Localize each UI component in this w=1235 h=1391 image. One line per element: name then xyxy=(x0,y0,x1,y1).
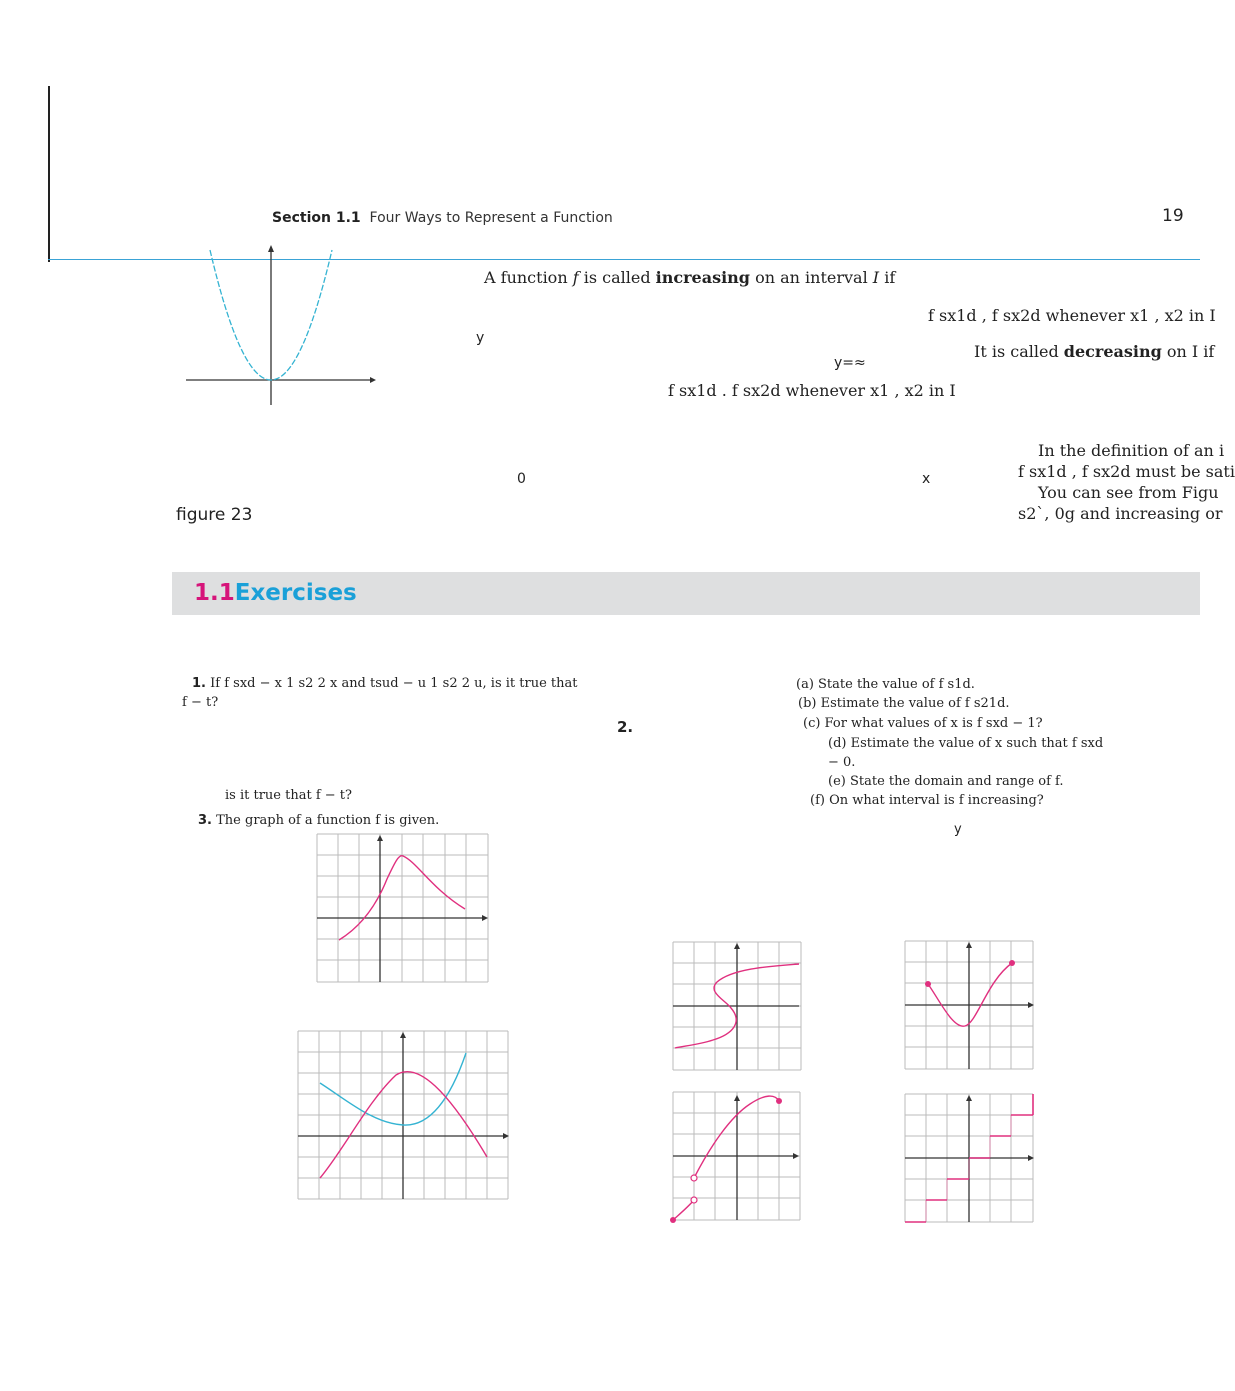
section-label: Section 1.1 xyxy=(272,210,361,226)
graph-y-label: y xyxy=(954,822,962,837)
graph-endpoints-curve xyxy=(905,941,1035,1071)
part-d-line2: − 0. xyxy=(828,755,856,770)
definition-intro xyxy=(484,268,895,287)
x-axis-label: x xyxy=(922,471,931,487)
y-axis-label: y xyxy=(476,330,485,346)
origin-label: 0 xyxy=(517,471,526,487)
exercise-1-line1 xyxy=(192,676,577,691)
equation-label: y=≈ xyxy=(834,355,866,371)
exercise-mid-number: 2. xyxy=(617,718,634,736)
exercise-2-text: is it true that f − t? xyxy=(225,788,352,803)
graph-increasing-curve xyxy=(670,1092,802,1227)
part-b: (b) Estimate the value of f s21d. xyxy=(798,696,1010,711)
part-d-line1: (d) Estimate the value of x such that f sxd xyxy=(828,736,1104,751)
graph-step-function xyxy=(905,1094,1035,1224)
exercises-number: 1.1 xyxy=(194,580,235,606)
exercise-1-line2: f − t? xyxy=(182,695,219,710)
part-e: (e) State the domain and range of f. xyxy=(828,774,1064,789)
intro-I: I xyxy=(872,268,880,287)
left-margin-rule xyxy=(48,86,50,262)
intro-bold: increasing xyxy=(655,268,750,287)
intro-f: f xyxy=(572,268,579,287)
intro-post: on an interval xyxy=(750,268,873,287)
part-c: (c) For what values of x is f sxd − 1? xyxy=(803,716,1043,731)
figure-caption: figure 23 xyxy=(176,505,253,525)
exercise-3-number: 3. xyxy=(198,813,212,828)
decreasing-post: on I if xyxy=(1161,342,1215,361)
exercise-1-number: 1. xyxy=(192,676,206,691)
intro-pre: A function xyxy=(484,268,573,287)
part-a: (a) State the value of f s1d. xyxy=(796,677,975,692)
side-note-line4: s2`, 0g and increasing or xyxy=(1018,504,1223,523)
decreasing-bold: decreasing xyxy=(1063,342,1162,361)
exercise-1-text: If f sxd − x 1 s2 2 x and tsud − u 1 s2 2 u, is it true that xyxy=(210,676,578,691)
exercise-3-text: The graph of a function f is given. xyxy=(216,813,440,828)
side-note-line2: f sx1d , f sx2d must be sati xyxy=(1018,462,1235,481)
running-header xyxy=(272,210,613,226)
parabola-figure xyxy=(180,240,380,410)
graph-two-curves xyxy=(298,1031,510,1201)
inequality-decreasing: f sx1d . f sx2d whenever x1 , x2 in I xyxy=(668,381,956,400)
intro-mid: is called xyxy=(578,268,656,287)
side-note-line3: You can see from Figu xyxy=(1038,483,1219,502)
page-number: 19 xyxy=(1162,206,1184,226)
exercise-3-line xyxy=(198,813,439,828)
graph-exercise-3 xyxy=(317,834,489,984)
exercises-title: Exercises xyxy=(234,580,357,606)
intro-end: if xyxy=(879,268,896,287)
section-title: Four Ways to Represent a Function xyxy=(369,210,613,226)
inequality-increasing: f sx1d , f sx2d whenever x1 , x2 in I xyxy=(928,306,1216,325)
exercises-heading xyxy=(194,580,357,606)
side-note-line1: In the definition of an i xyxy=(1038,441,1225,460)
decreasing-pre: It is called xyxy=(974,342,1064,361)
definition-decreasing xyxy=(974,342,1214,361)
graph-s-curve xyxy=(673,942,803,1072)
part-f: (f) On what interval is f increasing? xyxy=(810,793,1044,808)
